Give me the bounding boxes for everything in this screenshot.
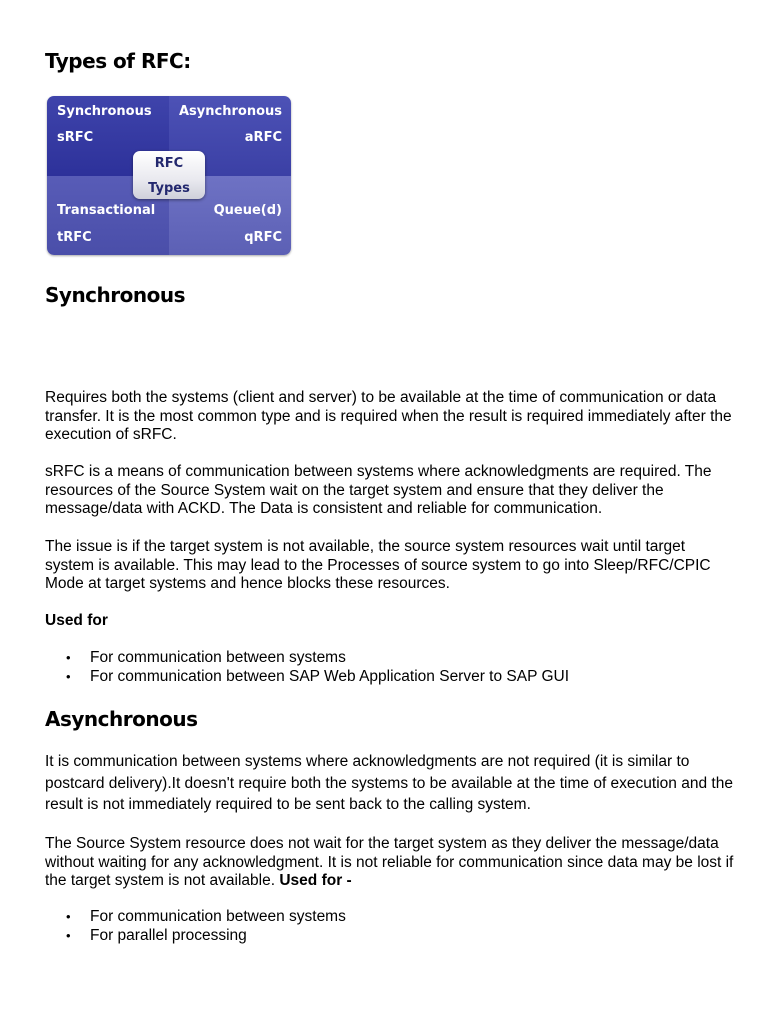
quadrant-code: qRFC [244,229,282,245]
async-paragraph-2 [45,835,735,891]
list-item-text: For communication between SAP Web Application Server to SAP GUI [90,667,570,685]
async-used-for-list [45,908,346,945]
list-item-text: For parallel processing [90,926,247,944]
asynchronous-heading: Asynchronous [45,707,198,731]
quadrant-title: Asynchronous [178,104,282,119]
types-of-rfc-heading: Types of RFC: [45,49,191,73]
list-item-text: For communication between systems [90,908,346,925]
list-item [45,649,569,668]
sync-paragraph-2: sRFC is a means of communication between systems where acknowledgments are required. The resources of the Source System wait on the target system and ensure that they deliver the message/data with ACKD. The Data is consistent and reliable for communication. [45,463,712,518]
sync-paragraph-3: The issue is if the target system is not available, the source system resources wait until target system is available. This may lead to the Processes of source system to go into Sleep/RFC/CPIC Mode at target systems and hence blocks these resources. [45,538,711,593]
quadrant-title: Transactional [57,202,156,218]
synchronous-heading: Synchronous [45,283,185,307]
async-paragraph-2-text: The Source System resource does not wait for the target system as they deliver the message/data without waiting for any acknowledgment. It is not reliable for communication since data may be lost if the target system is not available. [45,835,734,890]
quadrant-title: Synchronous [57,104,152,119]
quadrant-code: tRFC [57,229,92,245]
sync-paragraph-1: Requires both the systems (client and server) to be available at the time of communication or data transfer. It is the most common type and is required when the result is required immediately after the execution of sRFC. [45,389,732,444]
bullet-icon: • [66,650,71,665]
async-used-for-label: Used for - [279,872,352,890]
list-item [45,927,346,946]
bullet-icon: • [66,927,71,943]
quadrant-code: sRFC [57,130,94,145]
bullet-icon: • [66,909,71,924]
async-paragraph-1: It is communication between systems where acknowledgments are not required (it is similar to postcard delivery).It doesn't require both the systems to be available at the time of execution and the result is not immediately required to be sent back to the calling system. [45,753,733,813]
rfc-types-diagram [47,96,291,255]
sync-used-for-label: Used for [45,612,108,629]
list-item [45,908,346,927]
center-label-line1: RFC [154,156,184,171]
center-label-line2: Types [148,181,190,196]
bullet-icon: • [66,668,71,684]
list-item [45,668,569,687]
list-item-text: For communication between systems [90,649,346,666]
sync-used-for-list [45,649,569,686]
rfc-types-center-label [133,151,205,199]
quadrant-code: aRFC [244,130,282,145]
quadrant-title: Queue(d) [213,202,282,218]
